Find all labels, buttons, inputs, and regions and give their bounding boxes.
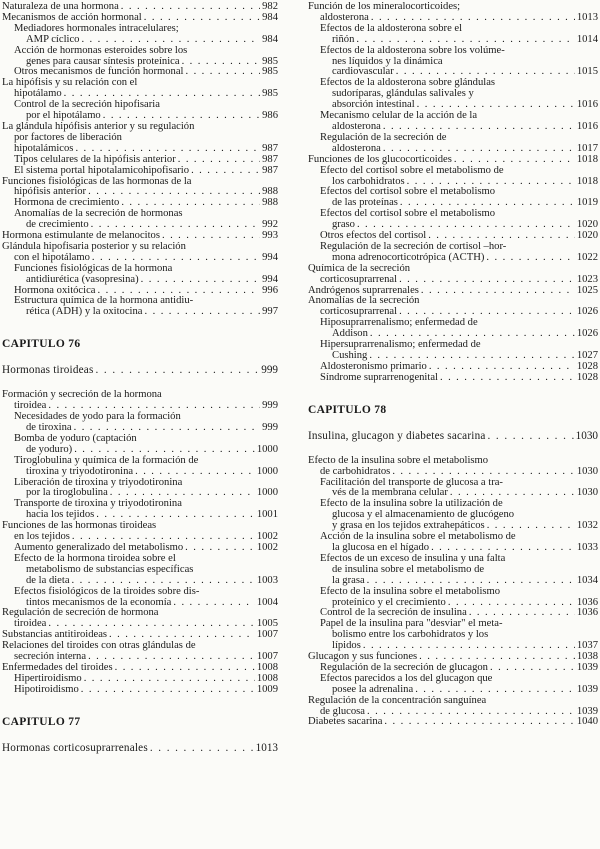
page-number: 1016 [576, 120, 598, 132]
toc-entry-text: Andrógenos suprarrenales [308, 284, 419, 296]
toc-entry[interactable] [308, 296, 598, 318]
toc-entry[interactable] [2, 390, 278, 412]
dot-leader [96, 364, 260, 376]
toc-entry[interactable] [308, 242, 598, 264]
toc-entry-text: aldosterona [332, 120, 381, 132]
toc-entry-text: con el hipotálamo [14, 251, 90, 263]
toc-entry-text: metabolismo de substancias específicas [26, 563, 194, 575]
toc-entry[interactable] [308, 554, 598, 587]
page-number: 1002 [256, 541, 278, 553]
toc-entry-text: antidiurética (vasopresina) [26, 273, 139, 285]
dot-leader [88, 652, 255, 663]
main-topic-title: Insulina, glucagon y diabetes sacarina [308, 429, 486, 442]
toc-entry[interactable] [308, 717, 598, 728]
page-number: 1026 [576, 306, 598, 318]
toc-entry[interactable] [308, 2, 598, 24]
page-number: 985 [262, 66, 278, 78]
toc-entry[interactable] [2, 608, 278, 630]
page-number: 1008 [256, 661, 278, 673]
chapter-78-main-topic[interactable] [308, 430, 598, 442]
dot-leader [384, 717, 574, 728]
page-number: 1013 [576, 11, 598, 23]
main-topic-title: Hormonas corticosuprarrenales [2, 741, 148, 754]
toc-entry-text: Control de la secreción hipofisaria [14, 99, 160, 111]
dot-leader [356, 35, 574, 46]
toc-entry-text: los carbohidratos [332, 175, 405, 187]
toc-entry-text: Efecto de la insulina sobre el metabolismo [308, 454, 489, 466]
toc-entry-text: rética (ADH) y la oxitocina [26, 306, 143, 318]
toc-entry[interactable] [2, 264, 278, 286]
page-number: 1007 [256, 629, 278, 641]
page-number: 1000 [256, 487, 278, 499]
page-number: 984 [262, 11, 278, 23]
toc-entry-text: Liberación de tiroxina y triyodotironina [14, 476, 183, 488]
toc-entry[interactable] [2, 412, 278, 434]
toc-left-column [2, 2, 278, 754]
toc-entry-text: Mecanismo celular de la acción de la [320, 110, 478, 122]
toc-entry-text: Hormona de crecimiento [14, 197, 120, 209]
toc-entry[interactable] [308, 619, 598, 652]
toc-entry-text: corticosuprarrenal [320, 273, 398, 285]
dot-leader [182, 57, 261, 68]
toc-entry-text: Necesidades de yodo para la formación [14, 411, 181, 423]
page-number: 1025 [576, 284, 598, 296]
page-number: 1004 [256, 596, 278, 608]
toc-entry-text: tiroidea [14, 400, 47, 412]
toc-entry-text: Otros efectos del cortisol [320, 230, 427, 242]
toc-entry-text: La glándula hipófisis anterior y su regulación [2, 120, 195, 132]
toc-entry[interactable] [2, 296, 278, 318]
page-number: 987 [262, 164, 278, 176]
toc-entry[interactable] [2, 242, 278, 264]
dot-leader [150, 742, 254, 754]
toc-entry[interactable] [2, 521, 278, 543]
toc-entry-text: tiroxina y triyodotironina [26, 465, 134, 477]
toc-entry[interactable] [2, 100, 278, 122]
toc-entry-text: riñón [332, 33, 355, 45]
page-number: 1013 [255, 741, 278, 754]
toc-entry[interactable] [2, 155, 278, 166]
toc-entry[interactable] [2, 499, 278, 521]
page-number: 1030 [576, 487, 598, 499]
toc-entry-text: Estructura química de la hormona antidiu- [14, 295, 194, 307]
toc-entry-text: Hipersuprarrenalismo; enfermedad de [320, 339, 481, 351]
page-number: 1034 [576, 574, 598, 586]
dot-leader [191, 166, 260, 177]
page-number: 999 [262, 400, 278, 412]
dot-leader [84, 674, 255, 685]
toc-entry[interactable] [308, 133, 598, 155]
dot-leader [367, 576, 575, 587]
toc-entry-text: Tiroglobulina y química de la formación de [14, 454, 199, 466]
toc-entry-text: Efectos fisiológicos de la tiroides sobre dis- [14, 585, 200, 597]
page-number: 1009 [256, 683, 278, 695]
page-number: 985 [262, 88, 278, 100]
toc-entry-text: la glucosa en el hígado [332, 541, 430, 553]
toc-entry[interactable] [2, 166, 278, 177]
toc-entry[interactable] [2, 24, 278, 46]
toc-entry-text: Mecanismos de acción hormonal [2, 11, 142, 23]
toc-entry-text: sudoríparas, glándulas salivales y [332, 88, 474, 100]
page-number: 986 [262, 110, 278, 122]
page-number: 1016 [576, 99, 598, 111]
toc-entry-text: de glucosa [320, 705, 366, 717]
page-number: 994 [262, 251, 278, 263]
page-number: 1017 [576, 142, 598, 154]
page-number: 1023 [576, 273, 598, 285]
dot-leader [178, 155, 260, 166]
toc-entry-text: Diabetes sacarina [308, 716, 383, 728]
dot-leader [440, 373, 575, 384]
toc-entry-text: Regulación de la concentración sanguínea [308, 694, 487, 706]
toc-entry-text: lípidos [332, 640, 361, 652]
toc-entry-text: Facilitación del transporte de glucosa a tra- [320, 476, 503, 488]
toc-entry-text: Hiposuprarrenalismo; enfermedad de [320, 317, 478, 329]
page-number: 987 [262, 153, 278, 165]
toc-right-column [308, 2, 598, 728]
toc-entry-text: Mediadores hormonales intracelulares; [14, 22, 179, 34]
toc-entry[interactable] [308, 318, 598, 340]
dot-leader [115, 663, 255, 674]
toc-entry-text: vés de la membrana celular [332, 487, 448, 499]
toc-entry-text: de la dieta [26, 574, 70, 586]
toc-entry[interactable] [308, 209, 598, 231]
toc-entry-text: Formación y secreción de la hormona [2, 389, 162, 401]
toc-entry[interactable] [308, 587, 598, 609]
page-number: 993 [262, 230, 278, 242]
toc-entry-text: Efectos de un exceso de insulina y una falta [320, 552, 506, 564]
toc-entry[interactable] [308, 340, 598, 362]
page-number: 1015 [576, 66, 598, 78]
toc-entry-text: Síndrome suprarrenogenital [320, 371, 438, 383]
toc-entry[interactable] [2, 456, 278, 478]
toc-entry[interactable] [308, 696, 598, 718]
main-topic-title: Hormonas tiroideas [2, 364, 94, 377]
toc-entry-text: Efecto de la hormona tiroidea sobre el [14, 552, 176, 564]
toc-entry-text: la grasa [332, 574, 365, 586]
toc-entry-text: tintos mecanismos de la economía [26, 596, 172, 608]
page-number: 1014 [576, 33, 598, 45]
page-number: 1001 [256, 509, 278, 521]
dot-leader [185, 543, 255, 554]
page-number: 997 [262, 306, 278, 318]
chapter-77-main-topic[interactable] [2, 742, 278, 754]
page-number: 992 [262, 219, 278, 231]
toc-entry[interactable] [308, 155, 598, 166]
toc-entry-text: de tiroxina [26, 422, 72, 433]
toc-entry[interactable] [2, 177, 278, 199]
toc-entry-text: por la tiroglobulina [26, 487, 108, 499]
toc-entry[interactable] [308, 456, 598, 478]
dot-leader [72, 576, 255, 587]
toc-entry-text: Funciones de las hormonas tiroideas [2, 520, 157, 532]
toc-entry-text: Relaciones del tiroides con otras glándulas de [2, 640, 196, 652]
dot-leader [490, 663, 575, 674]
page-number: 985 [262, 55, 278, 67]
page-number: 1028 [576, 360, 598, 372]
page-number: 1038 [576, 651, 598, 663]
toc-entry-text: de insulina sobre el metabolismo de [332, 563, 485, 575]
toc-entry-text: por factores de liberación [14, 131, 122, 143]
toc-entry-text: secreción interna [14, 651, 87, 663]
toc-entry[interactable] [2, 209, 278, 231]
toc-entry[interactable] [308, 78, 598, 111]
toc-entry[interactable] [2, 434, 278, 456]
toc-entry-text: Función de los mineralocorticoides; [308, 1, 461, 12]
toc-section-chapter-78 [308, 456, 598, 729]
page-number: 988 [262, 197, 278, 209]
toc-entry[interactable] [2, 641, 278, 663]
dot-leader [185, 67, 260, 78]
page-number: 1018 [576, 153, 598, 165]
toc-entry-text: AMP cíclico [26, 33, 80, 45]
page-number: 1008 [256, 672, 278, 684]
toc-entry-text: hipotalámicos [14, 142, 74, 154]
toc-entry-text: Control de la secreción de insulina [320, 607, 467, 619]
toc-entry-text: mona adrenocorticotrópica (ACTH) [332, 251, 485, 263]
page-number: 1039 [576, 683, 598, 695]
toc-section-chapter-76 [2, 390, 278, 695]
toc-entry-text: glucosa y el almacenamiento de glucógeno [332, 509, 515, 521]
toc-entry-text: Aldosteronismo primario [320, 360, 427, 372]
dot-leader [486, 253, 574, 264]
toc-entry-text: Acción de hormonas esteroides sobre los [14, 44, 188, 56]
toc-entry-text: Enfermedades del tiroides [2, 661, 113, 673]
toc-entry-text: Bomba de yoduro (captación [14, 432, 137, 444]
toc-entry[interactable] [2, 478, 278, 500]
page-number: 982 [262, 1, 278, 12]
toc-entry[interactable] [308, 187, 598, 209]
page-number: 1026 [576, 328, 598, 340]
toc-entry[interactable] [308, 499, 598, 532]
toc-entry-text: Hormona estimulante de melanocitos [2, 230, 160, 242]
toc-entry-text: aldosterona [320, 11, 369, 23]
page-number: 1005 [256, 618, 278, 630]
page-number: 1019 [576, 197, 598, 209]
toc-entry-text: genes para causar síntesis proteínica [26, 55, 180, 67]
page-number: 1033 [576, 541, 598, 553]
page-number: 1018 [576, 175, 598, 187]
page-number: 1030 [575, 429, 598, 442]
toc-entry-text: Anomalías de la secreción [308, 295, 420, 307]
toc-entry[interactable] [308, 24, 598, 46]
toc-entry-text: Regulación de la secreción de cortisol –hor- [320, 240, 507, 252]
toc-entry-text: aldosterona [332, 142, 381, 154]
toc-entry-text: de las proteínas [332, 197, 398, 209]
toc-entry-text: Aumento generalizado del metabolismo [14, 541, 184, 553]
toc-entry-text: Glándula hipofisaria posterior y su relación [2, 240, 186, 252]
toc-entry-text: hipotálamo [14, 88, 62, 100]
dot-leader [488, 430, 574, 442]
page-number: 996 [262, 284, 278, 296]
toc-entry-text: cardiovascular [332, 66, 394, 78]
toc-entry[interactable] [308, 111, 598, 133]
page-number: 1007 [256, 651, 278, 663]
toc-entry-text: Papel de la insulina para "desviar" el meta- [320, 618, 503, 630]
page-number: 1040 [576, 716, 598, 728]
page-number: 999 [262, 422, 278, 433]
page-number: 1037 [576, 640, 598, 652]
toc-entry-text: tiroidea [14, 618, 47, 630]
dot-leader [367, 707, 575, 718]
page-number: 987 [262, 142, 278, 154]
page-number: 994 [262, 273, 278, 285]
chapter-78-heading: CAPITULO 78 [308, 403, 387, 416]
toc-entry-text: Hipotiroidismo [14, 683, 79, 695]
toc-entry-text: corticosuprarrenal [320, 306, 398, 318]
page-number: 1000 [256, 443, 278, 455]
toc-entry-text: Efecto de la insulina sobre el metabolismo [320, 585, 501, 597]
dot-leader [399, 275, 575, 286]
toc-entry-text: en los tejidos [14, 531, 70, 543]
toc-entry-text: proteínico y el crecimiento [332, 596, 446, 608]
dot-leader [173, 598, 254, 609]
page-number: 1036 [576, 596, 598, 608]
toc-entry[interactable] [308, 166, 598, 188]
toc-entry-text: por el hipotálamo [26, 110, 101, 122]
toc-entry-text: hacia los tejidos [26, 509, 95, 521]
toc-entry-text: La hipófisis y su relación con el [2, 77, 138, 89]
page-number: 1039 [576, 705, 598, 717]
toc-entry[interactable] [308, 532, 598, 554]
toc-entry-text: de carbohidratos [320, 465, 391, 477]
toc-entry-text: El sistema portal hipotalamicohipofisario [14, 164, 190, 176]
dot-leader [454, 155, 575, 166]
dot-leader [421, 286, 575, 297]
toc-entry[interactable] [2, 554, 278, 587]
toc-entry[interactable] [308, 264, 598, 286]
page-number: 1020 [576, 230, 598, 242]
chapter-77-heading: CAPITULO 77 [2, 715, 81, 728]
toc-entry-text: Funciones fisiológicas de la hormona [14, 262, 173, 274]
toc-entry-text: Substancias antitiroideas [2, 629, 108, 641]
toc-entry[interactable] [2, 685, 278, 696]
toc-entry[interactable] [2, 587, 278, 609]
dot-leader [145, 307, 261, 318]
toc-entry[interactable] [308, 46, 598, 79]
dot-leader [392, 467, 575, 478]
toc-entry-text: Funciones de los glucocorticoides [308, 153, 452, 165]
page-number: 1032 [576, 520, 598, 532]
toc-entry-text: Funciones fisiológicas de las hormonas de la [2, 175, 192, 187]
toc-entry-text: Regulación de secreción de hormona [2, 607, 159, 619]
toc-section-top-left [2, 2, 278, 318]
toc-entry-text: Acción de la insulina sobre el metabolismo de [320, 531, 516, 543]
toc-entry[interactable] [2, 122, 278, 155]
toc-entry-text: de crecimiento [26, 219, 89, 231]
page-number: 1022 [576, 251, 598, 263]
page-number: 988 [262, 186, 278, 198]
page-number: 999 [261, 364, 278, 377]
toc-entry-text: Regulación de la secreción de glucagon [320, 661, 488, 673]
toc-entry-text: Efecto del cortisol sobre el metabolismo de [320, 164, 504, 176]
toc-entry-text: Otros mecanismos de función hormonal [14, 66, 184, 78]
toc-entry[interactable] [308, 674, 598, 696]
page-number: 1039 [576, 661, 598, 673]
toc-entry-text: graso [332, 219, 355, 231]
toc-entry[interactable] [308, 478, 598, 500]
toc-entry-text: Efectos del cortisol sobre el metabolismo [320, 186, 496, 198]
toc-entry-text: Química de la secreción [308, 262, 411, 274]
page-number: 1000 [256, 465, 278, 477]
toc-entry[interactable] [2, 78, 278, 100]
toc-entry-text: Hipertiroidismo [14, 672, 82, 684]
dot-leader [135, 467, 255, 478]
toc-entry-text: Efectos del cortisol sobre el metabolismo [320, 208, 496, 220]
chapter-76-main-topic[interactable] [2, 364, 278, 376]
toc-entry-text: Cushing [332, 350, 368, 361]
toc-entry-text: Hormona oxitócica [14, 284, 96, 296]
dot-leader [81, 685, 255, 696]
toc-entry-text: Efectos de la aldosterona sobre glándulas [320, 77, 496, 89]
page-number: 984 [262, 33, 278, 45]
page-number: 1020 [576, 219, 598, 231]
toc-entry-text: Anomalías de la secreción de hormonas [14, 208, 183, 220]
toc-entry-text: Efectos parecidos a los del glucagon que [320, 672, 493, 684]
toc-entry-text: Regulación de la secreción de [320, 131, 447, 143]
toc-entry-text: posee la adrenalina [332, 683, 414, 695]
dot-leader [429, 362, 575, 373]
page-number: 1036 [576, 607, 598, 619]
toc-entry-text: Efectos de la aldosterona sobre el [320, 22, 463, 34]
toc-entry-text: Efectos de la aldosterona sobre los volúme- [320, 44, 505, 56]
toc-entry-text: Addison [332, 328, 368, 340]
toc-entry-text: Transporte de tiroxina y triyodotironina [14, 498, 182, 510]
chapter-76-heading: CAPITULO 76 [2, 338, 81, 351]
page-number: 1027 [576, 350, 598, 361]
toc-entry-text: nes líquidos y la dinámica [332, 55, 443, 67]
toc-entry[interactable] [2, 46, 278, 68]
toc-entry-text: bolismo entre los carbohidratos y los [332, 629, 489, 641]
toc-entry-text: absorción intestinal [332, 99, 415, 111]
page-number: 1030 [576, 465, 598, 477]
toc-entry-text: y grasa en los tejidos extrahepáticos [332, 520, 485, 532]
dot-leader [141, 275, 260, 286]
toc-entry-text: Glucagon y sus funciones [308, 651, 418, 663]
toc-entry-text: de yoduro) [26, 443, 73, 455]
toc-entry-text: hipófisis anterior [14, 186, 87, 198]
toc-entry-text: Naturaleza de una hormona [2, 1, 119, 12]
toc-entry-text: Tipos celulares de la hipófisis anterior [14, 153, 176, 165]
toc-entry-text: Efecto de la insulina sobre la utilización de [320, 498, 503, 510]
page-number: 1003 [256, 574, 278, 586]
dot-leader [81, 35, 260, 46]
page-number: 1002 [256, 531, 278, 543]
page-number: 1028 [576, 371, 598, 383]
toc-section-top-right [308, 2, 598, 384]
toc-entry[interactable] [308, 373, 598, 384]
